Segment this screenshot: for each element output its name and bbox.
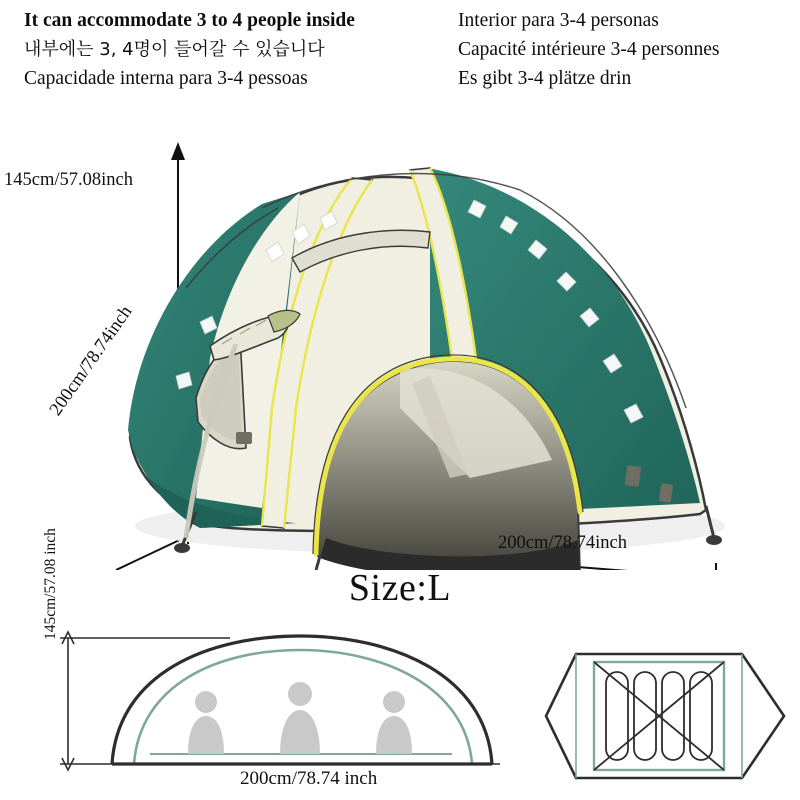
header-line-german: Es gibt 3-4 plätze drin (458, 68, 632, 89)
occupant-silhouette (188, 691, 224, 754)
side-view-width-label: 200cm/78.74 inch (240, 768, 378, 789)
header-line-spanish: Interior para 3-4 personas (458, 10, 659, 31)
tent-body (128, 168, 722, 570)
side-view-diagram (60, 632, 500, 770)
top-view-outline (546, 654, 784, 778)
header-text-block (0, 0, 800, 108)
header-left-column (24, 6, 454, 93)
tent-illustration (0, 108, 800, 570)
header-line-english: It can accommodate 3 to 4 people inside (24, 10, 355, 31)
header-right-column (458, 6, 798, 93)
header-line-portuguese: Capacidade interna para 3-4 pessoas (24, 68, 308, 89)
occupant-silhouette (376, 691, 412, 754)
header-line-korean: 내부에는 3, 4명이 들어갈 수 있습니다 (24, 39, 325, 60)
width-dimension-label: 200cm/78.74inch (498, 533, 627, 553)
top-view-diagram (546, 654, 784, 778)
top-view-pole-cross (594, 662, 724, 770)
bottom-diagram-svg (0, 620, 800, 800)
occupant-silhouette (280, 682, 320, 754)
height-dimension-label: 145cm/57.08inch (4, 170, 133, 190)
side-view-height-label: 145cm/57.08 inch (42, 528, 59, 640)
depth-dimension-label: 200cm/78.74inch (46, 302, 137, 420)
size-title: Size:L (348, 567, 452, 609)
occupant-silhouettes (188, 682, 412, 754)
header-line-french: Capacité intérieure 3-4 personnes (458, 39, 720, 60)
